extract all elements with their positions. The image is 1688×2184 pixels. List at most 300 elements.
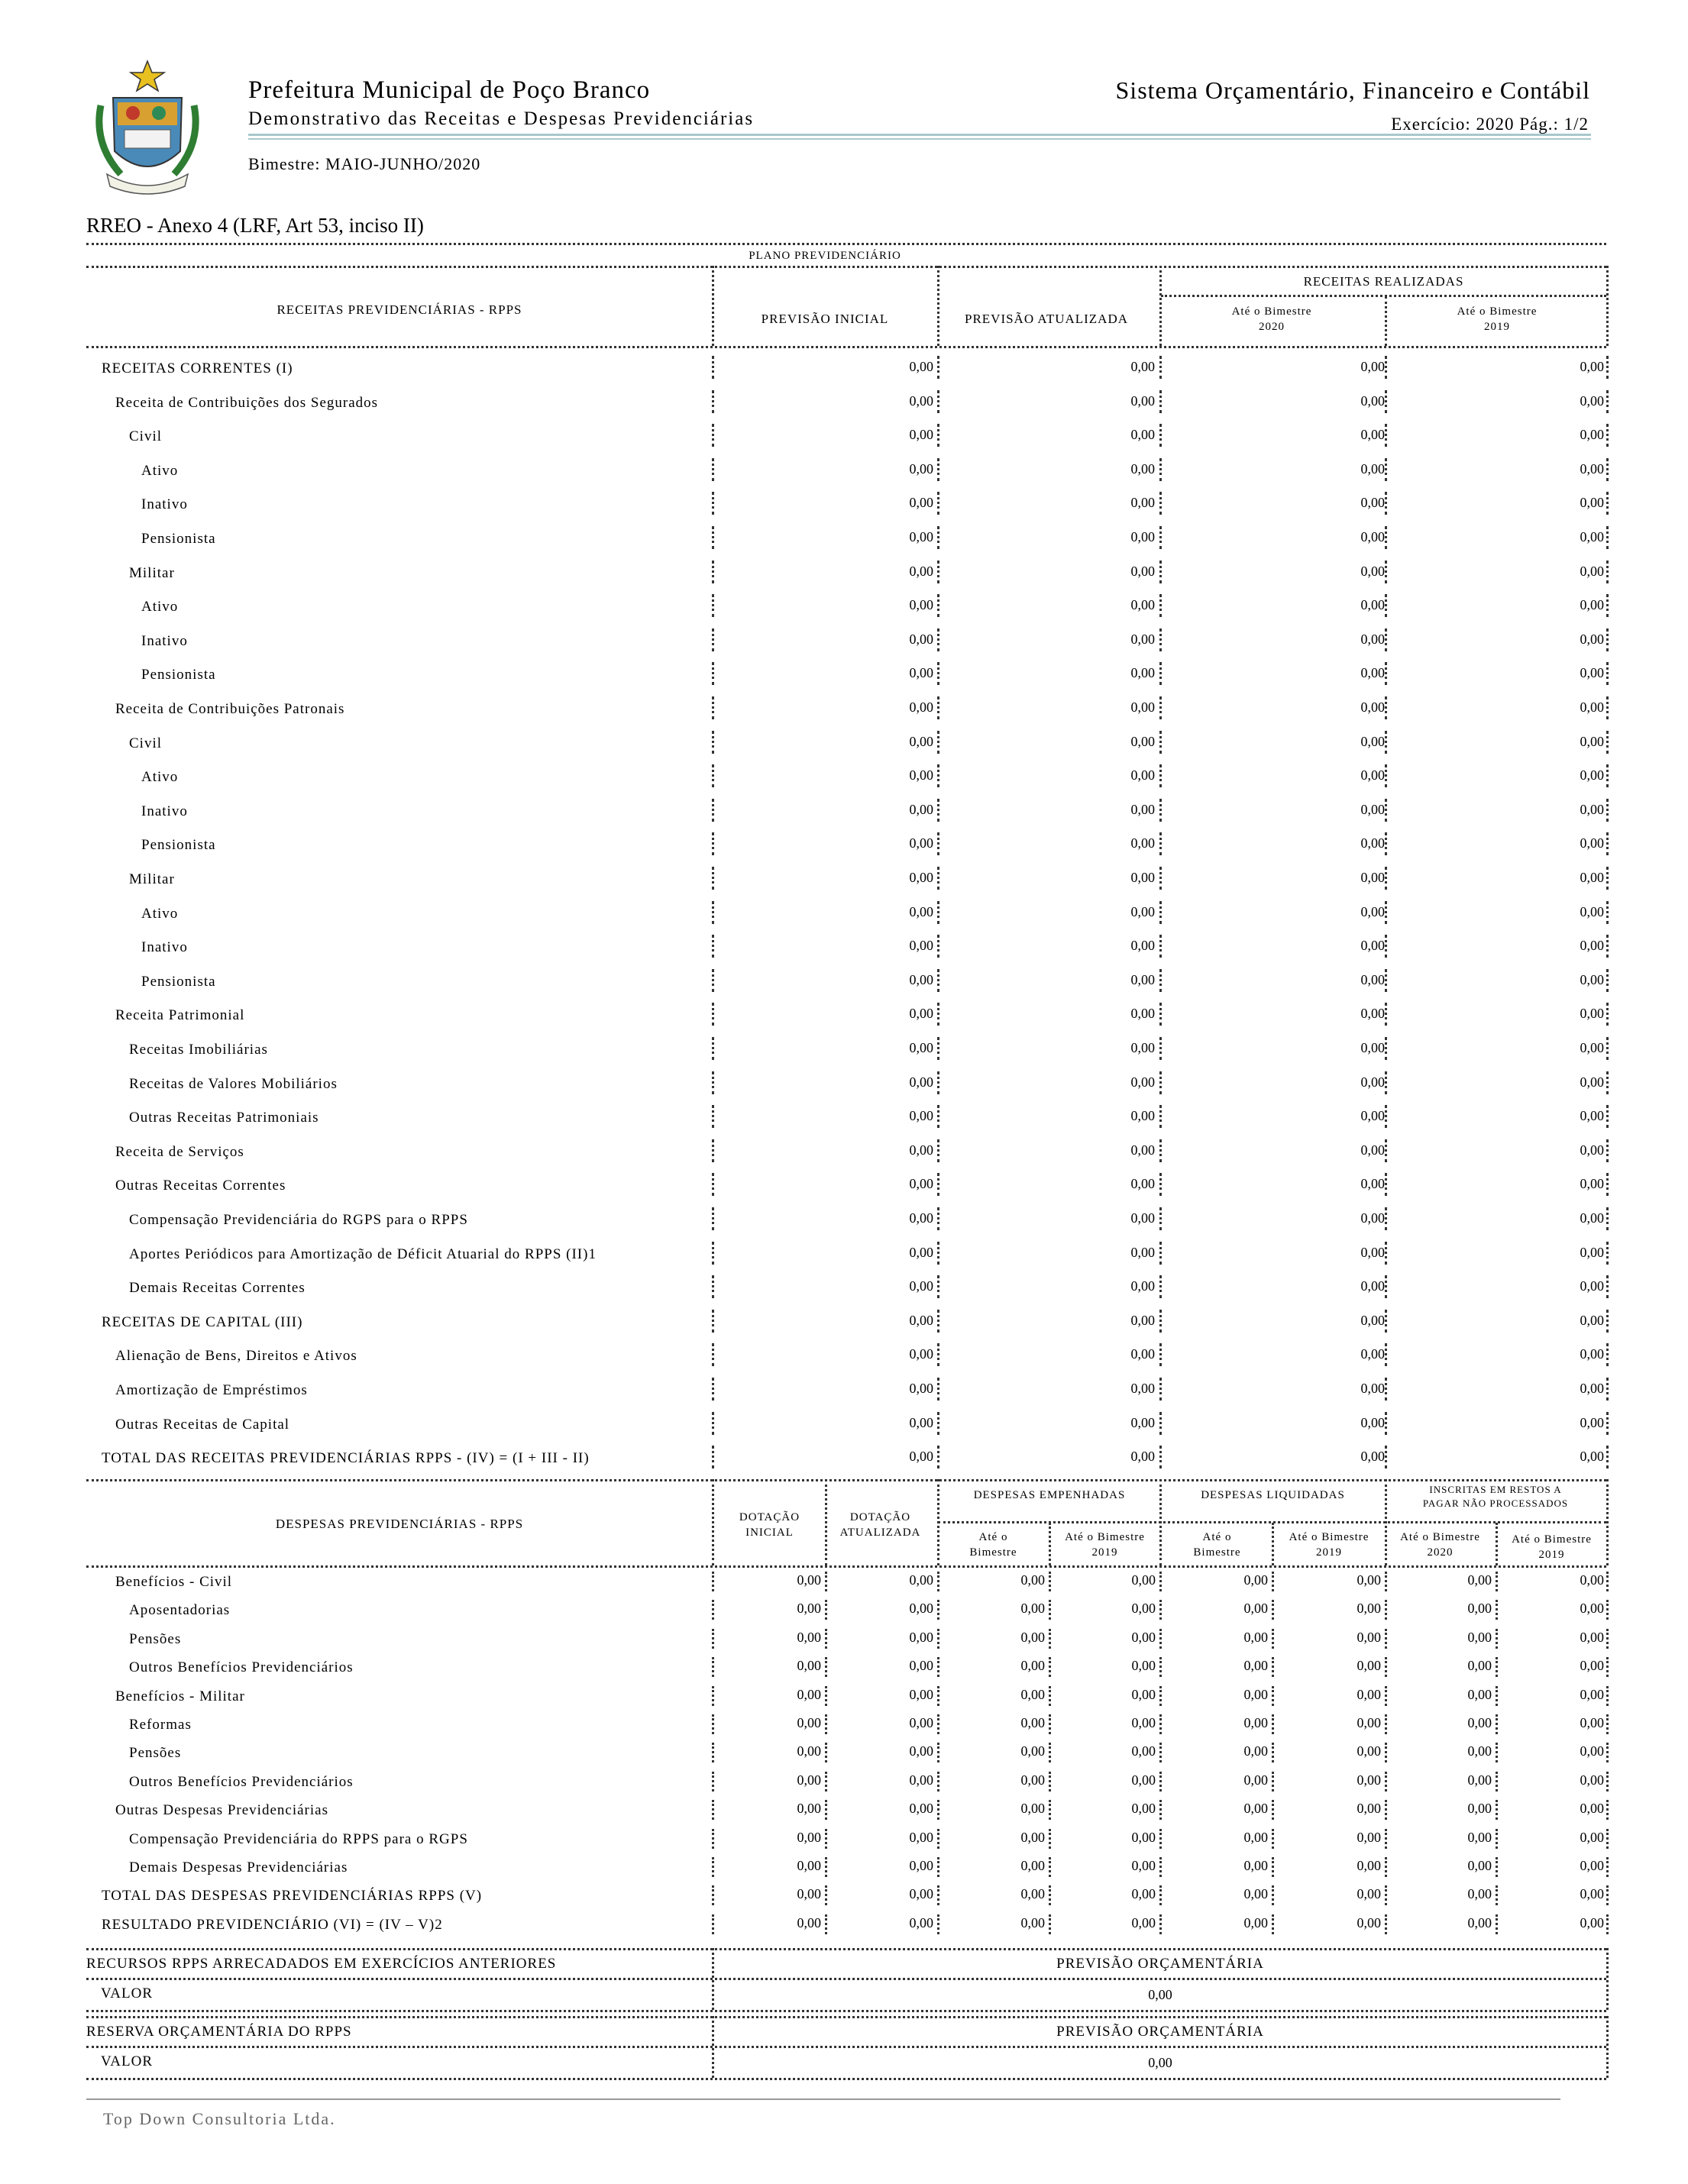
row-value: 0,00: [1020, 1715, 1045, 1730]
row-value: 0,00: [1580, 1040, 1604, 1055]
col-divider: [825, 1479, 827, 1565]
col-divider: [1159, 1629, 1162, 1649]
row-value: 0,00: [909, 1346, 933, 1362]
col-divider: [1272, 1772, 1274, 1791]
col-divider: [1385, 1378, 1387, 1401]
row-value: 0,00: [909, 1801, 933, 1817]
row-label: Ativo: [141, 905, 179, 922]
col-divider: [1606, 1572, 1609, 1591]
row-value: 0,00: [909, 801, 933, 817]
row-value: 0,00: [1360, 359, 1385, 374]
col-divider: [712, 1743, 714, 1762]
col-divider: [937, 1412, 939, 1435]
row-value: 0,00: [1131, 1772, 1156, 1788]
row-value: 0,00: [1020, 1572, 1045, 1588]
row-value: 0,00: [909, 903, 933, 919]
row-value: 0,00: [1357, 1715, 1381, 1730]
row-value: 0,00: [1130, 1006, 1155, 1022]
row-value: 0,00: [1131, 1743, 1156, 1759]
recursos-valor: 0,00: [1148, 1987, 1172, 2002]
col-divider: [825, 1914, 827, 1934]
row-value: 0,00: [1580, 870, 1604, 885]
col-divider: [712, 266, 714, 346]
col-divider: [1606, 1686, 1609, 1706]
row-value: 0,00: [909, 1142, 933, 1158]
row-label: Compensação Previdenciária do RGPS para o RPPS: [129, 1212, 468, 1228]
row-value: 0,00: [1580, 1658, 1604, 1674]
recursos-previsao-header: PREVISÃO ORÇAMENTÁRIA: [1056, 1956, 1264, 1972]
col-divider: [937, 1657, 939, 1677]
row-value: 0,00: [1130, 938, 1155, 954]
row-value: 0,00: [1360, 1414, 1385, 1430]
col-divider: [937, 867, 939, 890]
row-value: 0,00: [1131, 1658, 1156, 1674]
ate-bimestre-2020-header: Até o Bimestre 2020: [1231, 305, 1312, 333]
row-value: 0,00: [1580, 835, 1604, 851]
col-divider: [1049, 1714, 1051, 1734]
receitas-label-header: RECEITAS PREVIDENCIÁRIAS - RPPS: [276, 302, 522, 317]
col-divider: [1159, 594, 1162, 617]
col-divider: [1159, 1173, 1162, 1196]
row-value: 0,00: [1580, 597, 1604, 613]
row-value: 0,00: [1580, 1829, 1604, 1845]
report-period: Bimestre: MAIO-JUNHO/2020: [248, 154, 481, 173]
row-value: 0,00: [797, 1914, 821, 1930]
divider: [86, 2016, 1606, 2018]
row-label: RECEITAS DE CAPITAL (III): [102, 1313, 303, 1330]
col-divider: [1385, 1003, 1387, 1026]
col-divider: [1159, 1772, 1162, 1791]
row-value: 0,00: [797, 1601, 821, 1617]
col-divider: [712, 969, 714, 992]
col-divider: [1385, 458, 1387, 481]
row-value: 0,00: [1130, 393, 1155, 409]
municipal-coat-of-arms-icon: [90, 60, 205, 199]
col-divider: [937, 969, 939, 992]
row-value: 0,00: [1360, 870, 1385, 885]
row-value: 0,00: [909, 1629, 933, 1645]
row-value: 0,00: [1580, 631, 1604, 647]
plan-header: PLANO PREVIDENCIÁRIO: [749, 250, 901, 262]
col-divider: [1385, 561, 1387, 583]
row-label: Outros Benefícios Previdenciários: [129, 1659, 354, 1676]
row-label: Inativo: [141, 496, 188, 513]
col-divider: [712, 1772, 714, 1791]
col-divider: [1159, 628, 1162, 651]
col-divider: [712, 1885, 714, 1905]
col-divider: [825, 1572, 827, 1591]
row-value: 0,00: [1580, 1601, 1604, 1617]
table-row: [0, 1272, 1688, 1306]
col-divider: [937, 424, 939, 447]
table-row: [0, 728, 1688, 761]
table-row: [0, 523, 1688, 557]
row-value: 0,00: [1360, 563, 1385, 579]
col-divider: [1496, 1657, 1498, 1677]
col-divider: [1606, 266, 1609, 346]
row-value: 0,00: [1130, 835, 1155, 851]
col-divider: [1272, 1714, 1274, 1734]
row-value: 0,00: [1467, 1629, 1492, 1645]
col-divider: [937, 832, 939, 855]
col-divider: [712, 2016, 714, 2078]
row-value: 0,00: [1580, 665, 1604, 681]
row-label: Pensões: [129, 1630, 182, 1647]
row-value: 0,00: [909, 733, 933, 749]
col-divider: [1606, 1071, 1609, 1094]
row-value: 0,00: [1243, 1829, 1268, 1845]
row-value: 0,00: [1020, 1829, 1045, 1845]
row-value: 0,00: [909, 393, 933, 409]
row-value: 0,00: [1580, 1244, 1604, 1260]
col-divider: [1496, 1523, 1498, 1565]
col-divider: [1606, 1139, 1609, 1162]
col-divider: [1385, 696, 1387, 719]
row-value: 0,00: [1467, 1572, 1492, 1588]
col-divider: [937, 1686, 939, 1706]
col-divider: [1496, 1885, 1498, 1905]
row-value: 0,00: [1130, 427, 1155, 443]
row-value: 0,00: [909, 1715, 933, 1730]
row-value: 0,00: [1131, 1914, 1156, 1930]
col-divider: [1159, 390, 1162, 413]
row-value: 0,00: [1360, 1006, 1385, 1022]
row-value: 0,00: [1360, 733, 1385, 749]
col-divider: [712, 1657, 714, 1677]
col-divider: [937, 628, 939, 651]
col-divider: [937, 1743, 939, 1762]
col-divider: [712, 1105, 714, 1128]
row-label: Inativo: [141, 939, 188, 956]
col-divider: [1385, 662, 1387, 685]
report-title: Demonstrativo das Receitas e Despesas Previdenciárias: [248, 108, 755, 129]
col-divider: [1159, 458, 1162, 481]
col-divider: [712, 1378, 714, 1401]
col-divider: [1272, 1523, 1274, 1565]
col-divider: [1159, 1412, 1162, 1435]
col-divider: [937, 1207, 939, 1230]
col-divider: [1385, 356, 1387, 379]
col-divider: [937, 696, 939, 719]
col-divider: [1385, 969, 1387, 992]
row-value: 0,00: [1360, 1142, 1385, 1158]
table-row: [0, 796, 1688, 829]
ate-bimestre-2019-header: Até o Bimestre 2019: [1457, 305, 1538, 333]
col-divider: [1159, 424, 1162, 447]
row-value: 0,00: [1580, 1142, 1604, 1158]
row-value: 0,00: [1020, 1886, 1045, 1902]
row-value: 0,00: [909, 1772, 933, 1788]
recursos-valor-label: VALOR: [101, 1985, 153, 2001]
col-divider: [712, 1829, 714, 1849]
reserva-valor-label: VALOR: [101, 2053, 153, 2069]
despesas-liquidadas-header: DESPESAS LIQUIDADAS: [1201, 1489, 1345, 1501]
row-value: 0,00: [1580, 1449, 1604, 1465]
row-label: Receitas Imobiliárias: [129, 1042, 268, 1058]
divider: [86, 1978, 1606, 1980]
col-divider: [825, 1800, 827, 1820]
previsao-atualizada-header: PREVISÃO ATUALIZADA: [964, 312, 1129, 326]
col-divider: [712, 1714, 714, 1734]
col-divider: [1385, 1173, 1387, 1196]
col-divider: [1606, 832, 1609, 855]
table-row: [0, 1769, 1688, 1798]
col-divider: [825, 1772, 827, 1791]
row-value: 0,00: [797, 1772, 821, 1788]
row-value: 0,00: [1580, 1743, 1604, 1759]
row-value: 0,00: [1130, 1312, 1155, 1328]
col-divider: [1159, 1885, 1162, 1905]
row-value: 0,00: [909, 563, 933, 579]
table-row: [0, 1102, 1688, 1136]
col-divider: [1159, 1105, 1162, 1128]
row-label: Outras Receitas de Capital: [115, 1416, 290, 1433]
col-divider: [1159, 1139, 1162, 1162]
col-divider: [937, 1829, 939, 1849]
col-divider: [1385, 832, 1387, 855]
col-divider: [937, 901, 939, 924]
col-divider: [1385, 526, 1387, 549]
row-label: Militar: [129, 871, 175, 887]
table-row: [0, 1204, 1688, 1238]
row-value: 0,00: [1360, 903, 1385, 919]
col-divider: [1496, 1572, 1498, 1591]
row-value: 0,00: [1580, 529, 1604, 544]
row-value: 0,00: [1580, 1312, 1604, 1328]
col-divider: [1606, 662, 1609, 685]
row-value: 0,00: [1020, 1686, 1045, 1702]
row-value: 0,00: [1580, 1210, 1604, 1226]
col-divider: [1606, 1914, 1609, 1934]
col-divider: [1159, 526, 1162, 549]
table-row: [0, 1798, 1688, 1826]
row-value: 0,00: [797, 1629, 821, 1645]
col-divider: [1606, 867, 1609, 890]
col-divider: [937, 561, 939, 583]
row-value: 0,00: [1130, 903, 1155, 919]
insc-ate-bimestre-2020-header: Até o Bimestre 2020: [1400, 1531, 1480, 1559]
col-divider: [937, 526, 939, 549]
row-value: 0,00: [1130, 359, 1155, 374]
row-value: 0,00: [1580, 971, 1604, 987]
col-divider: [1606, 1629, 1609, 1649]
col-divider: [1385, 1772, 1387, 1791]
row-value: 0,00: [1360, 1108, 1385, 1124]
row-value: 0,00: [1130, 801, 1155, 817]
table-row: [0, 1627, 1688, 1655]
row-value: 0,00: [1467, 1914, 1492, 1930]
row-value: 0,00: [1580, 1381, 1604, 1396]
row-value: 0,00: [1580, 495, 1604, 511]
row-value: 0,00: [1580, 801, 1604, 817]
col-divider: [1159, 867, 1162, 890]
row-value: 0,00: [1580, 903, 1604, 919]
col-divider: [1159, 356, 1162, 379]
footer-company: Top Down Consultoria Ltda.: [103, 2109, 336, 2128]
col-divider: [1385, 1207, 1387, 1230]
row-value: 0,00: [1130, 1346, 1155, 1362]
row-value: 0,00: [1130, 1142, 1155, 1158]
col-divider: [1606, 526, 1609, 549]
table-row: [0, 1443, 1688, 1476]
col-divider: [1159, 1037, 1162, 1060]
col-divider: [712, 492, 714, 515]
col-divider: [1606, 1275, 1609, 1298]
col-divider: [1049, 1657, 1051, 1677]
row-value: 0,00: [909, 1572, 933, 1588]
table-row: [0, 1034, 1688, 1068]
row-value: 0,00: [1243, 1801, 1268, 1817]
col-divider: [825, 1629, 827, 1649]
row-value: 0,00: [909, 767, 933, 783]
col-divider: [1159, 799, 1162, 822]
row-value: 0,00: [1580, 1572, 1604, 1588]
row-label: Ativo: [141, 462, 179, 479]
table-row: [0, 1827, 1688, 1855]
row-value: 0,00: [1243, 1772, 1268, 1788]
col-divider: [1606, 628, 1609, 651]
col-divider: [1159, 1479, 1162, 1565]
col-divider: [825, 1686, 827, 1706]
col-divider: [712, 764, 714, 787]
col-divider: [1606, 1037, 1609, 1060]
row-label: TOTAL DAS DESPESAS PREVIDENCIÁRIAS RPPS (V): [102, 1888, 483, 1905]
col-divider: [1385, 1105, 1387, 1128]
col-divider: [1385, 1343, 1387, 1366]
col-divider: [1385, 1446, 1387, 1468]
col-divider: [1049, 1572, 1051, 1591]
col-divider: [937, 935, 939, 958]
row-label: Aposentadorias: [129, 1602, 231, 1619]
divider: [86, 243, 1606, 245]
col-divider: [937, 731, 939, 754]
col-divider: [825, 1857, 827, 1877]
col-divider: [1385, 492, 1387, 515]
col-divider: [1049, 1914, 1051, 1934]
col-divider: [1272, 1600, 1274, 1620]
col-divider: [1606, 1412, 1609, 1435]
divider: [86, 1948, 1606, 1950]
row-label: Receita de Contribuições dos Segurados: [115, 394, 379, 411]
row-label: Benefícios - Militar: [115, 1688, 245, 1704]
row-value: 0,00: [909, 1074, 933, 1090]
row-value: 0,00: [1243, 1601, 1268, 1617]
table-row: [0, 761, 1688, 795]
col-divider: [937, 1914, 939, 1934]
row-value: 0,00: [1360, 1176, 1385, 1192]
row-value: 0,00: [1360, 1381, 1385, 1396]
col-divider: [825, 1829, 827, 1849]
row-label: Receita Patrimonial: [115, 1007, 245, 1024]
row-label: Benefícios - Civil: [115, 1574, 233, 1590]
col-divider: [1385, 1275, 1387, 1298]
col-divider: [1049, 1686, 1051, 1706]
col-divider: [1385, 1714, 1387, 1734]
col-divider: [1385, 1600, 1387, 1620]
row-value: 0,00: [1357, 1629, 1381, 1645]
col-divider: [1159, 1657, 1162, 1677]
col-divider: [712, 901, 714, 924]
col-divider: [1606, 594, 1609, 617]
row-value: 0,00: [1357, 1743, 1381, 1759]
col-divider: [1606, 799, 1609, 822]
row-value: 0,00: [1130, 1040, 1155, 1055]
row-value: 0,00: [1580, 1801, 1604, 1817]
row-value: 0,00: [1131, 1858, 1156, 1873]
header-divider: [248, 138, 1591, 140]
row-value: 0,00: [1131, 1572, 1156, 1588]
row-value: 0,00: [1360, 665, 1385, 681]
col-divider: [712, 1412, 714, 1435]
divider: [86, 1565, 1606, 1568]
col-divider: [1272, 1657, 1274, 1677]
col-divider: [1606, 696, 1609, 719]
col-divider: [712, 1139, 714, 1162]
row-value: 0,00: [909, 597, 933, 613]
col-divider: [1159, 1714, 1162, 1734]
row-label: Demais Despesas Previdenciárias: [129, 1859, 348, 1875]
row-value: 0,00: [1580, 460, 1604, 477]
col-divider: [1159, 764, 1162, 787]
row-value: 0,00: [1360, 835, 1385, 851]
col-divider: [1272, 1686, 1274, 1706]
row-value: 0,00: [909, 938, 933, 954]
table-row: [0, 1912, 1688, 1940]
row-value: 0,00: [909, 665, 933, 681]
col-divider: [1606, 1800, 1609, 1820]
col-divider: [712, 1275, 714, 1298]
table-row: [0, 898, 1688, 932]
row-value: 0,00: [909, 359, 933, 374]
col-divider: [1159, 1800, 1162, 1820]
col-divider: [1385, 628, 1387, 651]
row-value: 0,00: [1360, 597, 1385, 613]
col-divider: [937, 1105, 939, 1128]
row-value: 0,00: [1360, 1210, 1385, 1226]
col-divider: [712, 1343, 714, 1366]
col-divider: [712, 832, 714, 855]
row-label: Receita de Contribuições Patronais: [115, 701, 345, 717]
col-divider: [937, 764, 939, 787]
row-value: 0,00: [1467, 1886, 1492, 1902]
table-row: [0, 1307, 1688, 1340]
col-divider: [1606, 1885, 1609, 1905]
col-divider: [1159, 1743, 1162, 1762]
row-value: 0,00: [797, 1743, 821, 1759]
col-divider: [1272, 1885, 1274, 1905]
col-divider: [1385, 1242, 1387, 1265]
col-divider: [1159, 662, 1162, 685]
row-value: 0,00: [1360, 1244, 1385, 1260]
row-value: 0,00: [909, 1601, 933, 1617]
liq-ate-bimestre-header: Até o Bimestre: [1193, 1531, 1241, 1559]
row-value: 0,00: [909, 495, 933, 511]
col-divider: [1049, 1800, 1051, 1820]
col-divider: [1496, 1800, 1498, 1820]
col-divider: [712, 1479, 714, 1565]
table-row: [0, 1136, 1688, 1170]
col-divider: [1606, 1857, 1609, 1877]
table-row: [0, 1239, 1688, 1272]
insc-ate-bimestre-2019-header: Até o Bimestre 2019: [1512, 1533, 1592, 1561]
table-row: [0, 932, 1688, 965]
reserva-valor: 0,00: [1148, 2055, 1172, 2070]
table-row: [0, 1375, 1688, 1408]
col-divider: [1496, 1743, 1498, 1762]
col-divider: [825, 1657, 827, 1677]
col-divider: [1606, 969, 1609, 992]
col-divider: [712, 458, 714, 481]
